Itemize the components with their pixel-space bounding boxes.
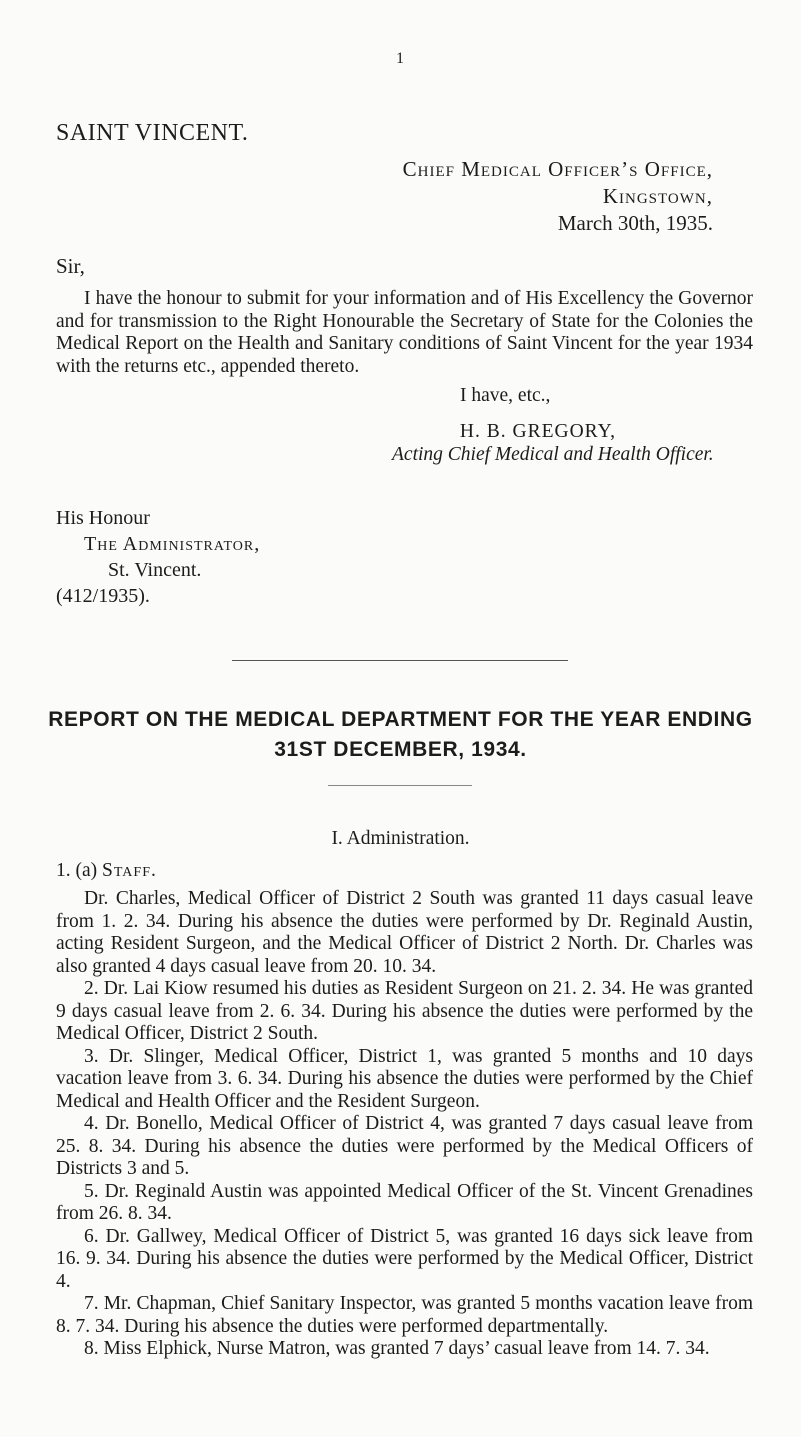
staff-item-5: 5. Dr. Reginald Austin was appointed Medical Officer of the St. Vincent Grenadines from 26. 8. 34. (56, 1180, 753, 1224)
closing: I have, etc., (460, 385, 551, 406)
letter-date: March 30th, 1935. (557, 211, 713, 235)
staff-item-6: 6. Dr. Gallwey, Medical Officer of District 5, was granted 16 days sick leave from 16. 9. 34. During his absence the duties were performed by the Medical Officer, District 4. (56, 1225, 753, 1292)
staff-item-4: 4. Dr. Bonello, Medical Officer of District 4, was granted 7 days casual leave from 25. 8. 34. During his absence the duties were performed by the Medical Officers of Districts 3 and 5. (56, 1113, 753, 1179)
section-heading: I. Administration. (331, 828, 470, 849)
staff-items (56, 888, 753, 1361)
addressee-block (56, 505, 260, 609)
salutation: Sir, (56, 254, 85, 278)
report-title-line2: 31ST DECEMBER, 1934. (274, 738, 527, 761)
staff-item-1: Dr. Charles, Medical Officer of District 2 South was granted 11 days casual leave from 1. 2. 34. During his absence the duties were performed by Dr. Reginald Austin, acting Resident Surgeon, and the Medical Officer of District 2 North. Dr. Charles was also granted 4 days casual leave from 20. 10. 34. (56, 888, 753, 977)
signature-name: H. B. GREGORY, (459, 421, 617, 442)
country-heading: SAINT VINCENT. (56, 120, 249, 146)
reference-number: (412/1935). (56, 585, 150, 607)
staff-item-8: 8. Miss Elphick, Nurse Matron, was granted 7 days’ casual leave from 14. 7. 34. (84, 1338, 710, 1359)
subsection-heading (56, 860, 157, 882)
report-title-line1: REPORT ON THE MEDICAL DEPARTMENT FOR THE YEAR ENDING (48, 708, 753, 731)
addressee-line2: The Administrator, (84, 533, 261, 555)
page-number: 1 (396, 50, 404, 67)
report-title (0, 705, 801, 765)
signature-title: Acting Chief Medical and Health Officer. (392, 444, 714, 465)
letter-body: I have the honour to submit for your information and of His Excellency the Governor and for transmission to the Right Honourable the Secretary of State for the Colonies the Medical Report on the Health and Sanitary conditions of Saint Vincent for the year 1934 with the returns etc., appended thereto. (56, 288, 753, 377)
subsection-number: 1. (a) (56, 860, 98, 881)
sender-block (403, 156, 713, 237)
staff-item-7: 7. Mr. Chapman, Chief Sanitary Inspector, was granted 5 months vacation leave from 8. 7. 34. During his absence the duties were performed departmentally. (56, 1293, 753, 1337)
addressee-line1: His Honour (56, 507, 150, 529)
sender-office: Chief Medical Officer’s Office, (402, 157, 713, 181)
staff-item-2: 2. Dr. Lai Kiow resumed his duties as Resident Surgeon on 21. 2. 34. He was granted 9 days casual leave from 2. 6. 34. During his absence the duties were performed by the Medical Officer, District 2 South. (56, 978, 753, 1044)
sender-town: Kingstown, (602, 184, 713, 208)
subsection-title: Staff. (102, 860, 157, 881)
divider-bottom (328, 785, 472, 786)
addressee-line3: St. Vincent. (108, 559, 202, 581)
staff-item-3: 3. Dr. Slinger, Medical Officer, District 1, was granted 5 months and 10 days vacation leave from 3. 6. 34. During his absence the duties were performed by the Chief Medical and Health Officer and the Resident Surgeon. (56, 1045, 753, 1112)
divider-top (232, 660, 568, 661)
